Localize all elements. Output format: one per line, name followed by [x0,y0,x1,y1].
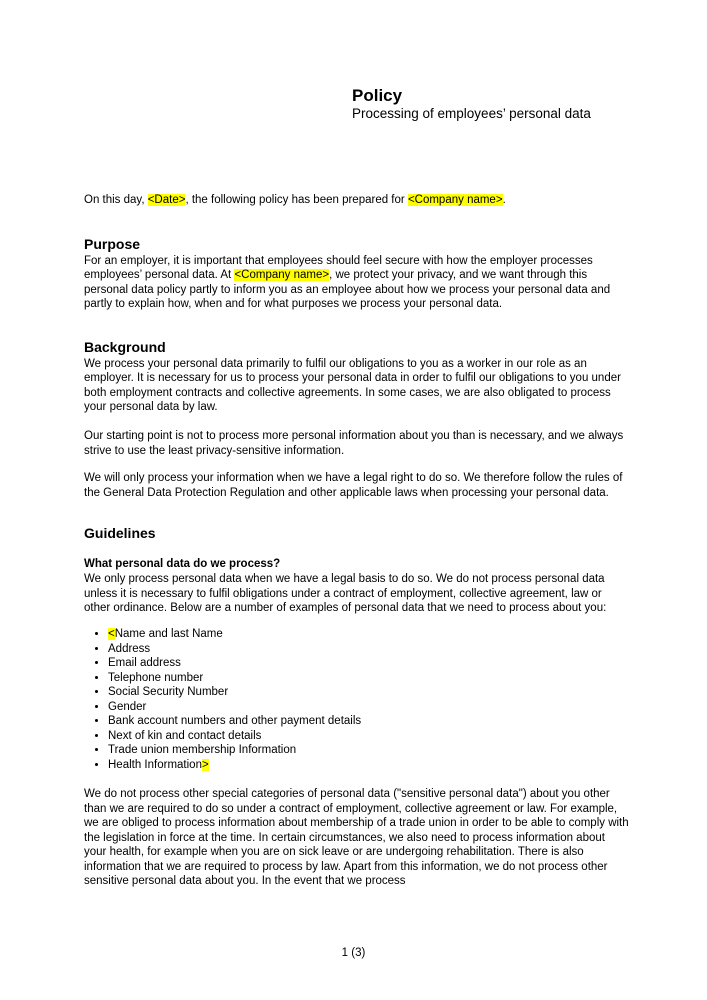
list-item-bank [108,714,630,729]
list-item-text: Social Security Number [108,686,229,698]
background-paragraph-2: Our starting point is not to process more personal information about you than is necessary, and we always strive to use the least privacy-sensitive information. [84,430,624,457]
list-item-text: Next of kin and contact details [108,729,262,742]
list-item-health [108,758,630,773]
document-subtitle: Processing of employees’ personal data [352,106,591,121]
purpose-heading: Purpose [84,235,141,252]
intro-text-3: . [502,194,506,206]
list-item-name [108,627,630,642]
list-item-text: Email address [108,657,181,669]
sensitive-data-paragraph: We do not process other special categories of personal data ("sensitive personal data") about you other than we are required to do so under a contract of employment, collective agreement or law. For example, we are obliged to process information about membership of a trade union in order to be able to comply with the legislation in force at the time. In certain circumstances, we also need to process information about your health, for example when you are on sick leave or are undergoing rehabilitation. There is also information that we are required to process by law. Apart from this information, we do not process other sensitive personal data about you. In the event that we process [84,788,629,887]
list-item-text: Trade union membership Information [108,744,297,756]
document-header [352,86,630,122]
purpose-text-2: , we protect your privacy, and we want through this personal data policy partly to inform you as an employee about how we process your personal data and partly to explain how, when and for what purposes we process your personal data. [84,269,611,310]
list-item-text: Name and last Name [114,628,223,640]
page-number: 1 (3) [341,947,366,959]
highlight-close-bracket: > [201,758,209,771]
highlight-open-bracket: < [108,628,115,640]
list-item-text: Gender [108,700,147,713]
list-item-text: Telephone number [108,671,204,684]
document-title: Policy [352,86,403,105]
background-paragraph-3: We will only process your information when we have a legal right to do so. We therefore follow the rules of the General Data Protection Regulation and other applicable laws when processing your personal data. [84,472,623,499]
date-placeholder: <Date> [147,194,186,206]
list-item-text: Bank account numbers and other payment details [108,715,362,727]
list-item-gender [108,700,630,715]
guidelines-subheading: What personal data do we process? [84,557,281,570]
list-item-telephone [108,671,630,686]
purpose-text-1: For an employer, it is important that employees should feel secure with how the employer processes employees’ personal data. At [84,254,593,281]
guidelines-heading: Guidelines [84,525,156,541]
intro-text-2: , the following policy has been prepared for [185,194,408,206]
list-item-next-of-kin [108,729,630,744]
background-heading: Background [84,338,166,355]
list-item-trade-union [108,743,630,758]
list-item-text: Health Information [108,758,202,771]
background-paragraph-1: We process your personal data primarily to fulfil our obligations to you as a worker in our role as an employer. It is necessary for us to process your personal data in order to fulfil our obligations to you under both employment contracts and collective agreements. In some cases, we are also obligated to process your personal data by law. [84,357,621,413]
list-item-ssn [108,685,630,700]
personal-data-list [84,627,630,772]
company-name-placeholder: <Company name> [234,269,330,281]
list-item-email [108,656,630,671]
intro-line [84,193,630,208]
purpose-paragraph [84,254,630,312]
intro-text-1: On this day, [84,194,148,206]
list-item-text: Address [108,642,151,655]
company-name-placeholder: <Company name> [407,194,503,206]
list-item-address [108,642,630,657]
guidelines-intro-paragraph: We only process personal data when we have a legal basis to do so. We do not process personal data unless it is necessary to fulfil obligations under a contract of employment, collective agreement, law or other ordinance. Below are a number of examples of personal data that we need to process about you: [84,573,607,614]
